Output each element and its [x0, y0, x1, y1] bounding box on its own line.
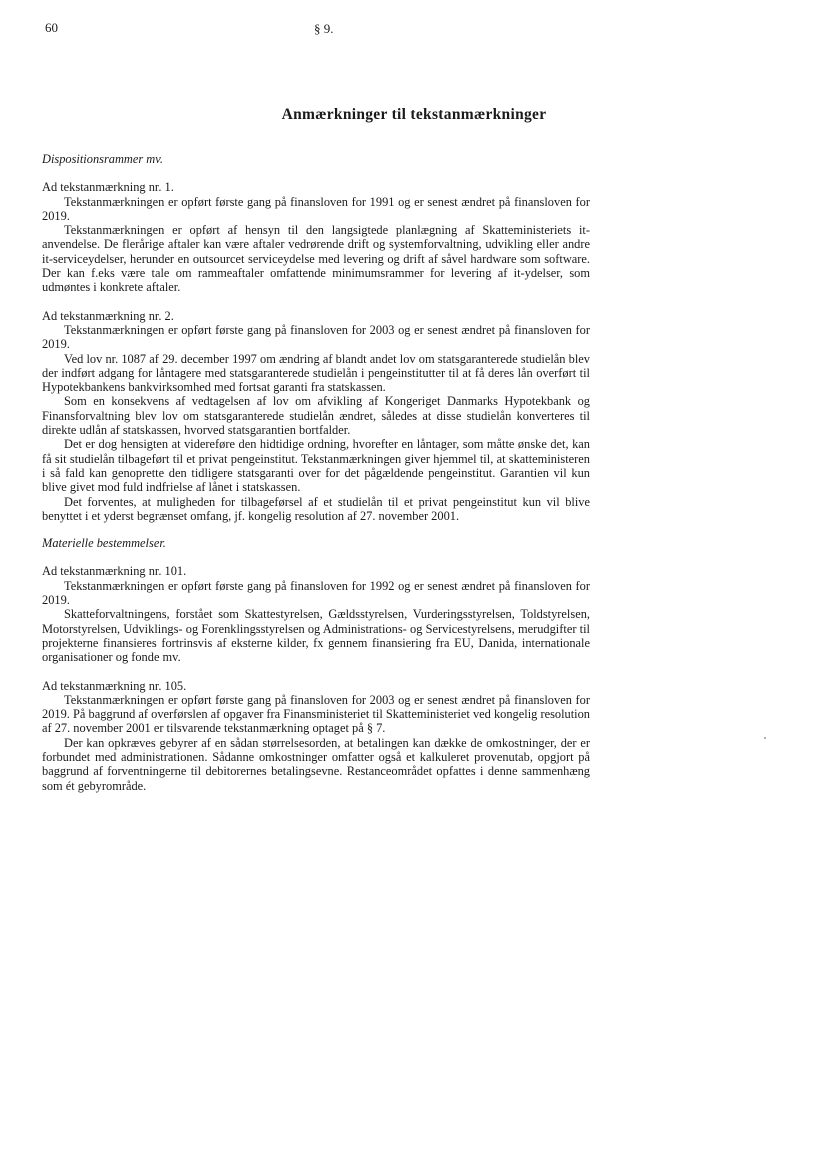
paragraph: Tekstanmærkningen er opført første gang på finansloven for 2003 og er senest ændret på finansloven for 2019. — [42, 322, 590, 352]
document-body — [42, 152, 590, 793]
note-block-2 — [42, 309, 590, 523]
paragraph: Som en konsekvens af vedtagelsen af lov om afvikling af Kongeriget Danmarks Hypotekbank og Finansforvaltning blev lov om statsgaranterede studielån ændret, således at disse studielån konverteres til direkte udlån af statskassen, hvorved statsgarantien bortfalder. — [42, 394, 590, 438]
paragraph: Skatteforvaltningens, forstået som Skattestyrelsen, Gældsstyrelsen, Vurderingsstyrelsen, Toldstyrelsen, Motorstyrelsen, Udviklings- og Forenklingsstyrelsen og Administrations- og Servicestyrelsens, merudgifter til projekterne finansieres fortrinsvis af eksterne kilder, fx gennem finansiering fra EU, Danida, internationale organisationer og fonde mv. — [42, 607, 590, 665]
note-title: Ad tekstanmærkning nr. 105. — [42, 678, 187, 693]
paragraph: Tekstanmærkningen er opført første gang på finansloven for 1992 og er senest ændret på finansloven for 2019. — [42, 578, 590, 608]
document-title: Anmærkninger til tekstanmærkninger — [281, 106, 547, 123]
paragraph: Det er dog hensigten at videreføre den hidtidige ordning, hvorefter en låntager, som måtte ønske det, kan få sit studielån tilbageført til et privat pengeinstitut. Tekstanmærkningen giver hjemmel til, at skatteministeren i så fald kan genoprette den tidligere statsgaranti over for det pågældende pengeinstitut. Garantien vil kun blive givet mod fuld indfrielse af lånet i statskassen. — [42, 437, 590, 495]
scan-speck — [764, 737, 766, 739]
section-heading-material: Materielle bestemmelser. — [42, 536, 166, 551]
page-number: 60 — [45, 20, 58, 35]
paragraph: Det forventes, at muligheden for tilbageførsel af et studielån til et privat pengeinstitut kun vil blive benyttet i et yderst begrænset omfang, jf. kongelig resolution af 27. november 2001. — [42, 494, 590, 523]
note-title: Ad tekstanmærkning nr. 2. — [42, 308, 174, 323]
section-heading-dispositions: Dispositionsrammer mv. — [42, 152, 163, 166]
paragraph: Tekstanmærkningen er opført første gang på finansloven for 2003 og er senest ændret på finansloven for 2019. På baggrund af overførslen af opgaver fra Finansministeriet til Skatteministeriet ved kongelig resolution af 27. november 2001 er tilsvarende tekstanmærkning optaget på § 7. — [42, 692, 590, 736]
note-title: Ad tekstanmærkning nr. 101. — [42, 564, 187, 579]
note-block-105 — [42, 679, 590, 793]
paragraph: Tekstanmærkningen er opført af hensyn til den langsigtede planlægning af Skatteministeriets it-anvendelse. De flerårige aftaler kan være aftaler vedrørende drift og systemforvaltning, udvikling eller andre it-serviceydelser, herunder en outsourcet serviceydelse med levering og drift af såvel hardware som software. Der kan f.eks være tale om rammeaftaler omfattende minimumsrammer for levering af it-ydelser, som udmøntes i konkrete aftaler. — [42, 223, 590, 295]
note-block-1 — [42, 180, 590, 294]
note-title: Ad tekstanmærkning nr. 1. — [42, 180, 174, 195]
section-number: § 9. — [314, 21, 334, 36]
paragraph: Tekstanmærkningen er opført første gang på finansloven for 1991 og er senest ændret på finansloven for 2019. — [42, 194, 590, 223]
note-block-101 — [42, 564, 590, 664]
paragraph: Ved lov nr. 1087 af 29. december 1997 om ændring af blandt andet lov om statsgaranterede studielån blev der indført adgang for låntagere med statsgaranterede studielån i pengeinstitutter til at få deres lån overført til Hypotekbankens bankvirksomhed med fortsat garanti fra statskassen. — [42, 351, 590, 395]
paragraph: Der kan opkræves gebyrer af en sådan størrelsesorden, at betalingen kan dække de omkostninger, der er forbundet med administrationen. Sådanne omkostninger omfatter også et kalkuleret provenutab, opgjort på baggrund af forventningerne til debitorernes betalingsevne. Restanceområdet opfattes i denne sammenhæng som ét gebyrområde. — [42, 735, 590, 793]
